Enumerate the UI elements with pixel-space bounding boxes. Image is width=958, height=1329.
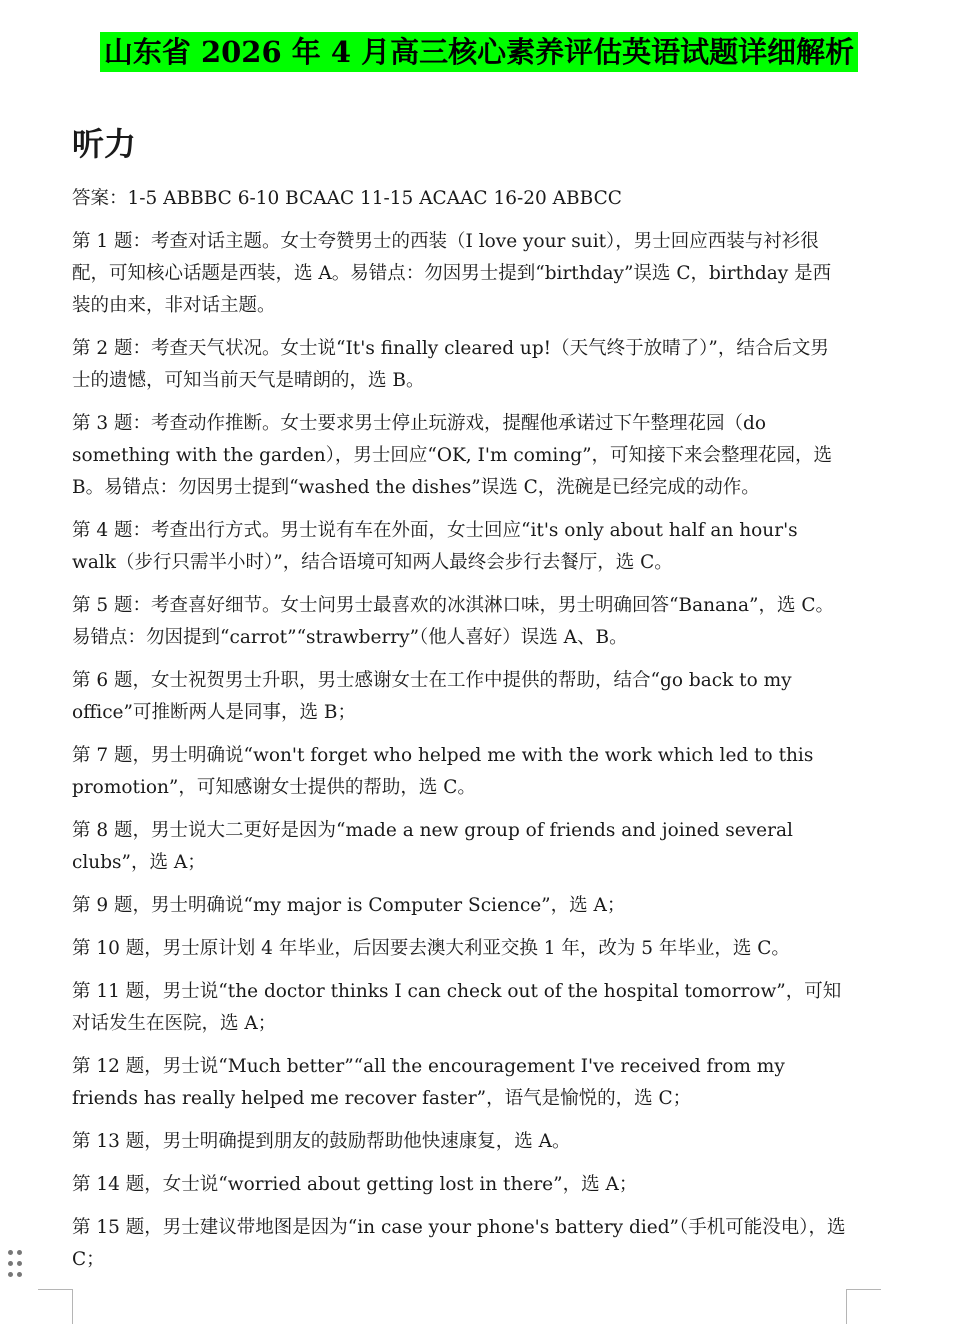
title-container <box>0 32 958 72</box>
explanation-q7: 第 7 题，男士明确说“won't forget who helped me with the work which led to this promotion”，可知感谢女士提供的帮助，选 C。 <box>72 745 814 798</box>
explanation-q2: 第 2 题：考查天气状况。女士说“It's finally cleared up!（天气终于放晴了）”，结合后文男士的遗憾，可知当前天气是晴朗的，选 B。 <box>72 338 829 391</box>
explanation-q1: 第 1 题：考查对话主题。女士夸赞男士的西装（I love your suit），男士回应西装与衬衫很配，可知核心话题是西装，选 A。易错点：勿因男士提到“birthday”误选 C，birthday 是西装的由来，非对话主题。 <box>72 231 832 316</box>
explanation-q8: 第 8 题，男士说大二更好是因为“made a new group of friends and joined several clubs”，选 A； <box>72 820 793 873</box>
explanation-q12: 第 12 题，男士说“Much better”“all the encouragement I've received from my friends has really helped me recover faster”，语气是愉悦的，选 C； <box>72 1056 785 1109</box>
document-body <box>72 183 847 1287</box>
page-corner-mark-left <box>38 1289 73 1324</box>
explanation-q10: 第 10 题，男士原计划 4 年毕业，后因要去澳大利亚交换 1 年，改为 5 年毕业，选 C。 <box>72 938 790 959</box>
drag-handle-icon[interactable] <box>6 1248 26 1280</box>
explanation-q6: 第 6 题，女士祝贺男士升职，男士感谢女士在工作中提供的帮助，结合“go back to my office”可推断两人是同事，选 B； <box>72 670 792 723</box>
explanation-q9: 第 9 题，男士明确说“my major is Computer Science”，选 A； <box>72 895 626 916</box>
section-heading-listening: 听力 <box>72 125 137 163</box>
explanation-q13: 第 13 题，男士明确提到朋友的鼓励帮助他快速康复，选 A。 <box>72 1131 571 1152</box>
explanation-q5: 第 5 题：考查喜好细节。女士问男士最喜欢的冰淇淋口味，男士明确回答“Banana”，选 C。易错点：勿因提到“carrot”“strawberry”（他人喜好）误选 A、B。 <box>72 595 834 648</box>
page-corner-mark-right <box>846 1289 881 1324</box>
page-title: 山东省 2026 年 4 月高三核心素养评估英语试题详细解析 <box>100 32 858 72</box>
explanation-q15: 第 15 题，男士建议带地图是因为“in case your phone's battery died”（手机可能没电），选 C； <box>72 1217 846 1270</box>
explanation-q14: 第 14 题，女士说“worried about getting lost in there”，选 A； <box>72 1174 638 1195</box>
answer-key: 答案：1-5 ABBBC 6-10 BCAAC 11-15 ACAAC 16-20 ABBCC <box>72 188 622 209</box>
explanation-q3: 第 3 题：考查动作推断。女士要求男士停止玩游戏，提醒他承诺过下午整理花园（do something with the garden），男士回应“OK, I'm coming”，可知接下来会整理花园，选 B。易错点：勿因男士提到“washed the dishes”误选 C，洗碗是已经完成的动作。 <box>72 413 833 498</box>
explanation-q4: 第 4 题：考查出行方式。男士说有车在外面，女士回应“it's only about half an hour's walk（步行只需半小时）”，结合语境可知两人最终会步行去餐厅，选 C。 <box>72 520 798 573</box>
explanation-q11: 第 11 题，男士说“the doctor thinks I can check out of the hospital tomorrow”，可知对话发生在医院，选 A； <box>72 981 842 1034</box>
